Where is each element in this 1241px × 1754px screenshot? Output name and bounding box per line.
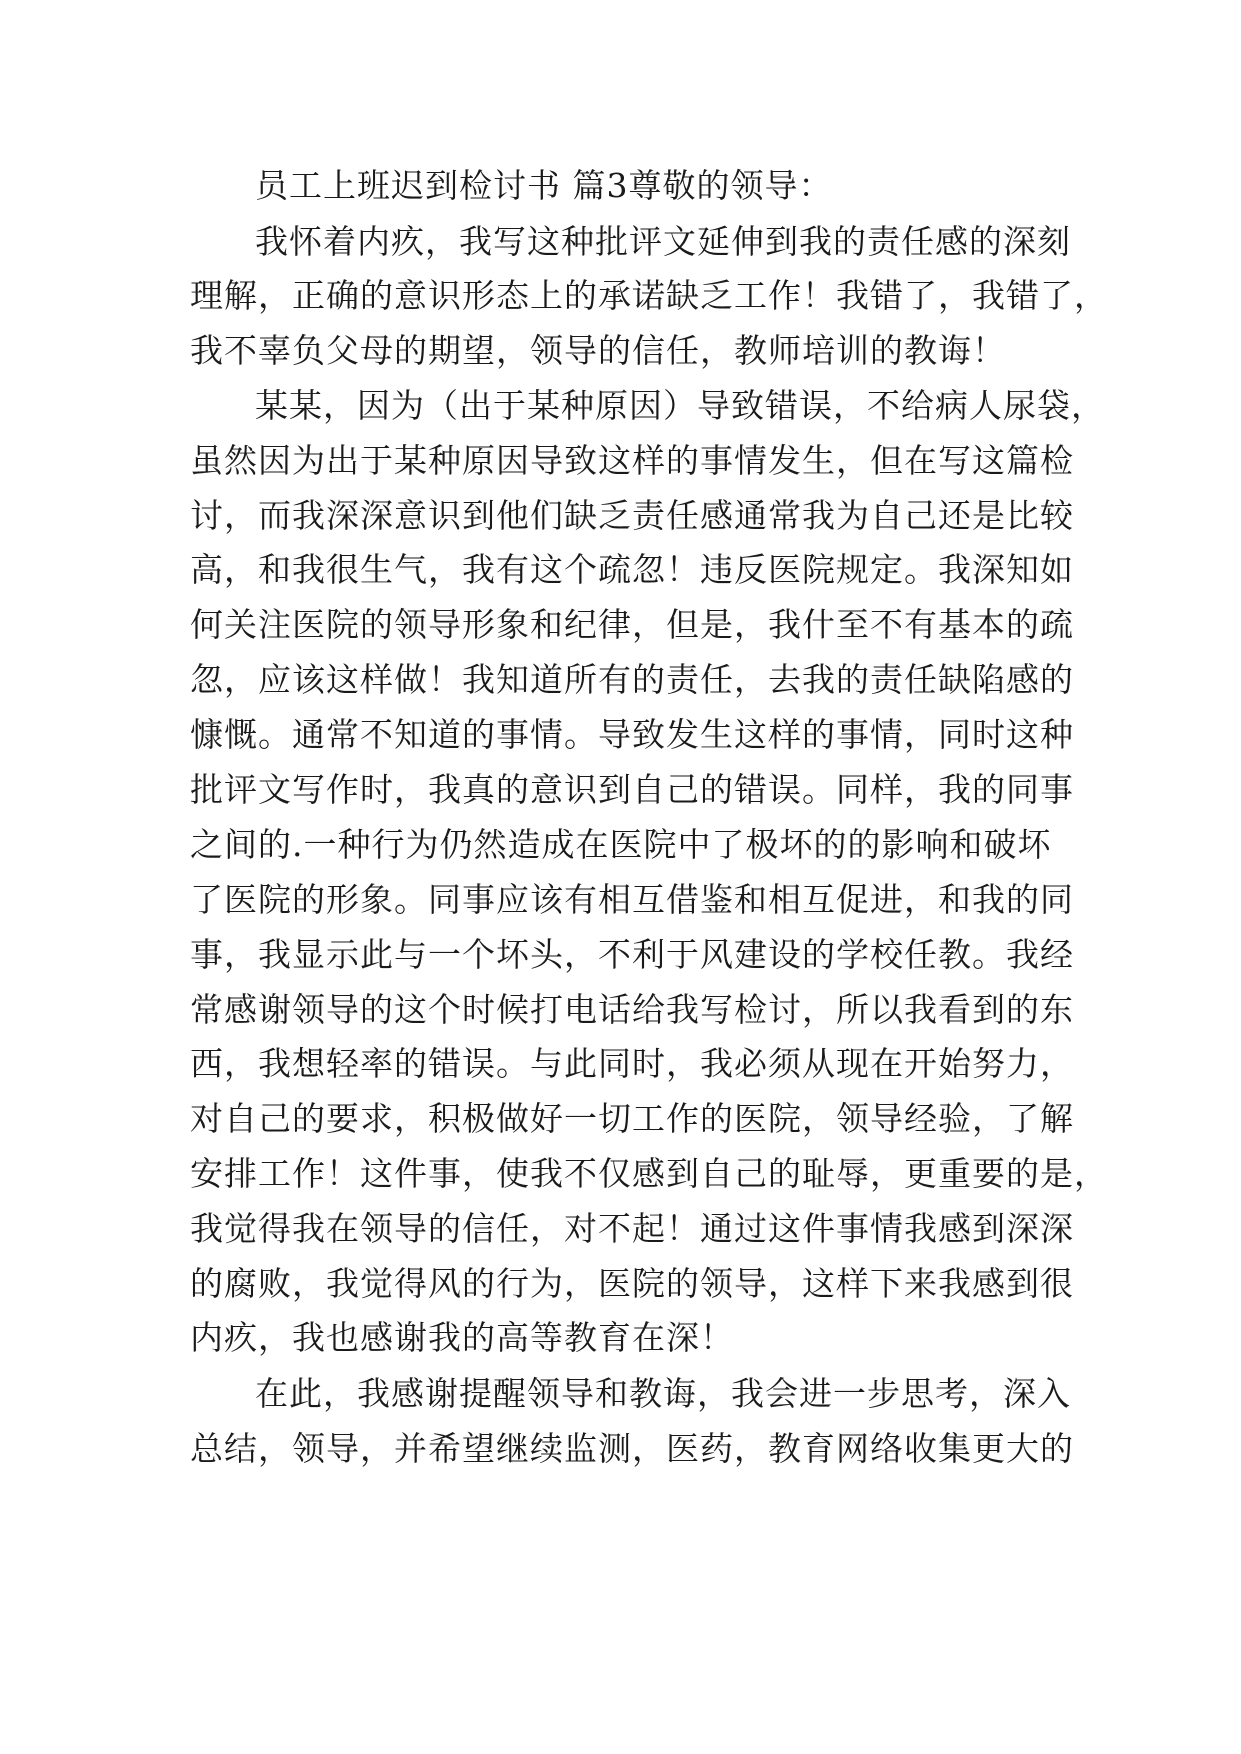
paragraph-line: 了医院的形象。同事应该有相互借鉴和相互促进，和我的同 bbox=[190, 880, 1074, 919]
title-line: 员工上班迟到检讨书 篇3尊敬的领导： bbox=[255, 166, 833, 205]
paragraph-line: 我觉得我在领导的信任，对不起！通过这件事情我感到深深 bbox=[190, 1209, 1074, 1248]
paragraph-line: 之间的.一种行为仍然造成在医院中了极坏的的影响和破坏 bbox=[190, 825, 1052, 864]
paragraph-line: 高，和我很生气，我有这个疏忽！违反医院规定。我深知如 bbox=[190, 550, 1074, 589]
paragraph-line: 事，我显示此与一个坏头，不利于风建设的学校任教。我经 bbox=[190, 935, 1074, 974]
paragraph-line: 总结，领导，并希望继续监测，医药，教育网络收集更大的 bbox=[190, 1429, 1074, 1468]
paragraph-line: 常感谢领导的这个时候打电话给我写检讨，所以我看到的东 bbox=[190, 990, 1074, 1029]
paragraph-line: 忽，应该这样做！我知道所有的责任，去我的责任缺陷感的 bbox=[190, 660, 1074, 699]
paragraph-line: 西，我想轻率的错误。与此同时，我必须从现在开始努力， bbox=[190, 1044, 1074, 1083]
paragraph-line: 在此，我感谢提醒领导和教诲，我会进一步思考，深入 bbox=[255, 1374, 1071, 1413]
paragraph-line: 理解，正确的意识形态上的承诺缺乏工作！我错了，我错了， bbox=[190, 276, 1108, 315]
paragraph-line: 讨，而我深深意识到他们缺乏责任感通常我为自己还是比较 bbox=[190, 496, 1074, 535]
paragraph-line: 我不辜负父母的期望，领导的信任，教师培训的教诲！ bbox=[190, 331, 1006, 370]
paragraph-line: 慷慨。通常不知道的事情。导致发生这样的事情，同时这种 bbox=[190, 715, 1074, 754]
paragraph-line: 的腐败，我觉得风的行为，医院的领导，这样下来我感到很 bbox=[190, 1264, 1074, 1303]
paragraph-line: 安排工作！这件事，使我不仅感到自己的耻辱，更重要的是， bbox=[190, 1154, 1108, 1193]
paragraph-line: 虽然因为出于某种原因导致这样的事情发生，但在写这篇检 bbox=[190, 441, 1074, 480]
paragraph-line: 何关注医院的领导形象和纪律，但是，我什至不有基本的疏 bbox=[190, 605, 1074, 644]
paragraph-line: 内疚，我也感谢我的高等教育在深！ bbox=[190, 1318, 734, 1357]
paragraph-line: 批评文写作时，我真的意识到自己的错误。同样，我的同事 bbox=[190, 770, 1074, 809]
paragraph-line: 某某，因为（出于某种原因）导致错误，不给病人尿袋， bbox=[255, 386, 1105, 425]
paragraph-line: 对自己的要求，积极做好一切工作的医院，领导经验，了解 bbox=[190, 1099, 1074, 1138]
paragraph-line: 我怀着内疚，我写这种批评文延伸到我的责任感的深刻 bbox=[255, 222, 1071, 261]
